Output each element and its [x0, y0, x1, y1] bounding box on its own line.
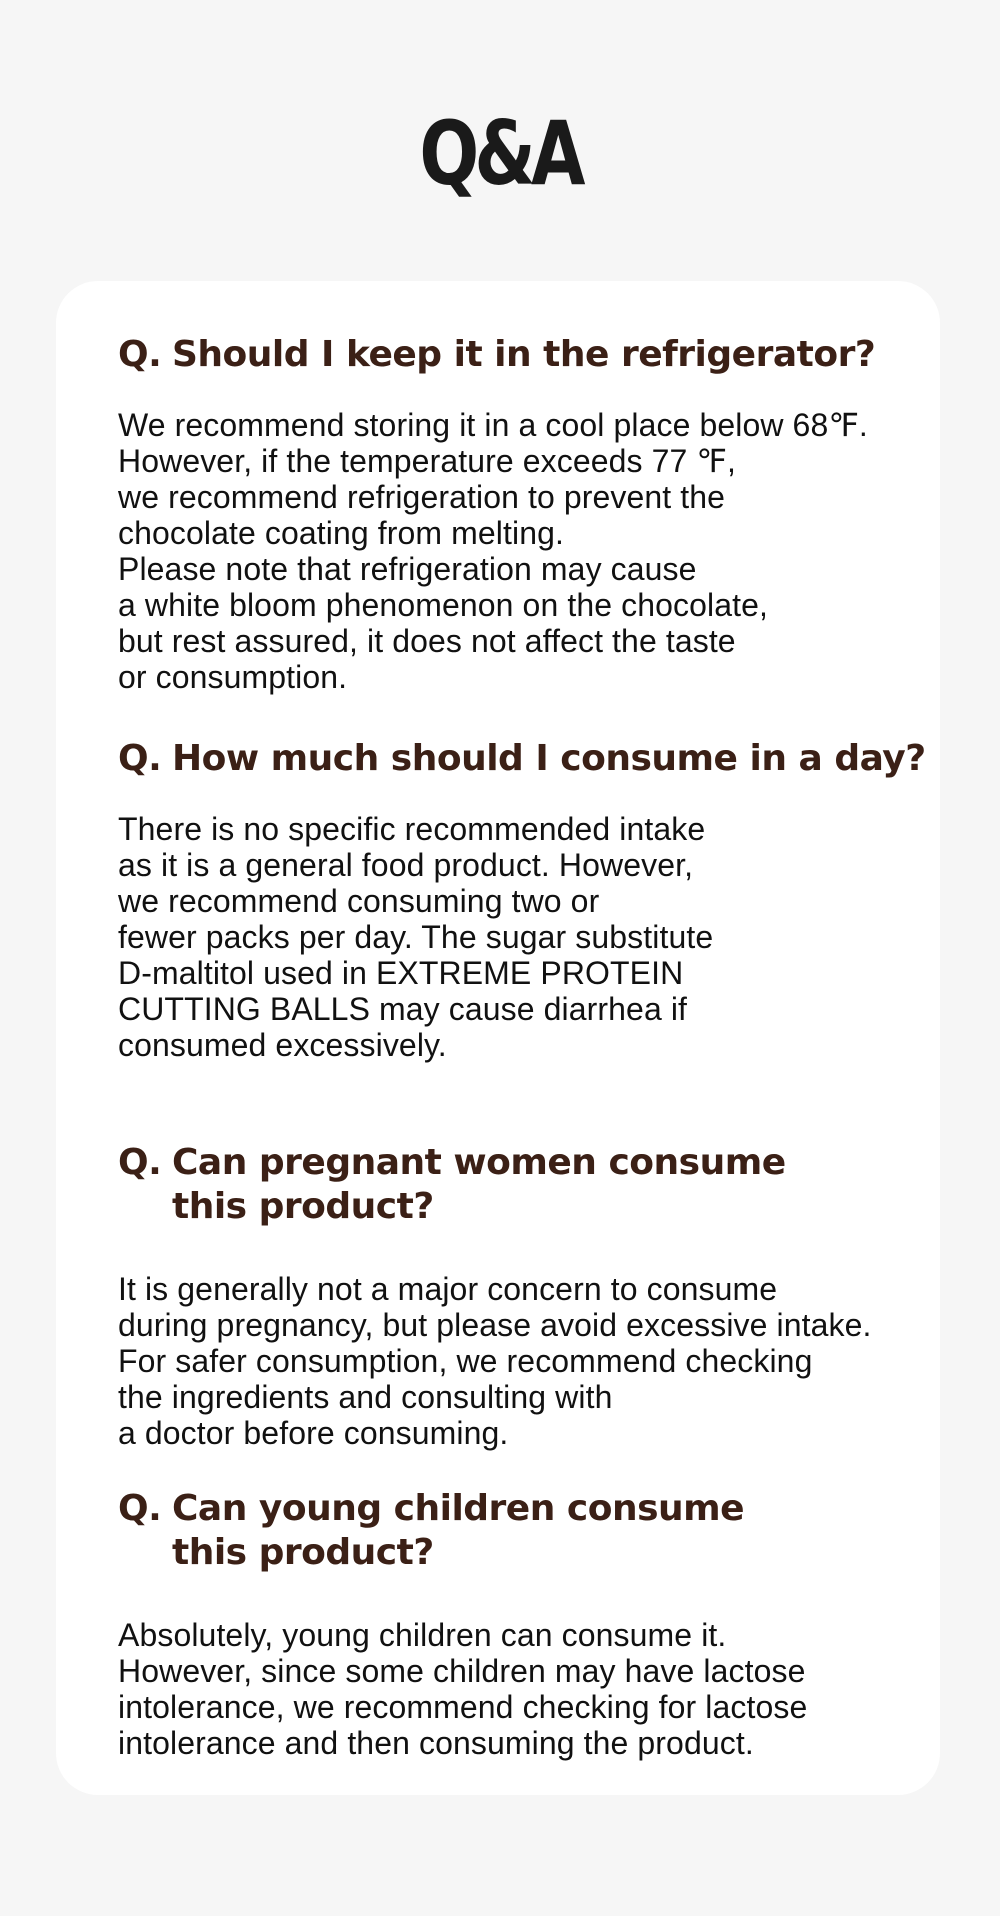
answer-line: as it is a general food product. However,: [118, 847, 694, 883]
answer-line: We recommend storing it in a cool place below 68℉.: [118, 407, 868, 443]
answer-line: but rest assured, it does not affect the taste: [118, 623, 736, 659]
answer-line: a white bloom phenomenon on the chocolate,: [118, 587, 768, 623]
question-prefix: Q.: [118, 1488, 162, 1529]
answer-line: Absolutely, young children can consume it.: [118, 1617, 727, 1653]
answer-line: However, since some children may have lactose: [118, 1653, 806, 1689]
page-title: Q&A: [419, 102, 581, 205]
faq-card: [56, 281, 940, 1795]
question-prefix: Q.: [118, 334, 162, 375]
answer-line: There is no specific recommended intake: [118, 811, 706, 847]
question-line: Should I keep it in the refrigerator?: [172, 334, 876, 375]
answer-line: we recommend consuming two or: [118, 883, 600, 919]
question-line: Can pregnant women consume: [172, 1142, 786, 1183]
answer-line: CUTTING BALLS may cause diarrhea if: [118, 991, 688, 1027]
answer-line: we recommend refrigeration to prevent the: [118, 479, 726, 515]
question-prefix: Q.: [118, 1142, 162, 1183]
answer-line: fewer packs per day. The sugar substitute: [118, 919, 714, 955]
answer-text: [118, 407, 918, 695]
faq-item-refrigeration: [118, 333, 918, 695]
answer-text: [118, 811, 918, 1063]
answer-line: a doctor before consuming.: [118, 1415, 509, 1451]
answer-line: consumed excessively.: [118, 1027, 447, 1063]
answer-line: intolerance and then consuming the product.: [118, 1725, 754, 1761]
answer-text: [118, 1617, 918, 1761]
question-line: How much should I consume in a day?: [172, 738, 926, 779]
question-prefix: Q.: [118, 738, 162, 779]
answer-line: D-maltitol used in EXTREME PROTEIN: [118, 955, 684, 991]
faq-item-children: [118, 1487, 918, 1761]
question-heading: [118, 737, 926, 781]
answer-line: during pregnancy, but please avoid excessive intake.: [118, 1307, 872, 1343]
question-heading: [118, 1487, 918, 1575]
question-heading: [118, 1141, 918, 1229]
answer-line: Please note that refrigeration may cause: [118, 551, 697, 587]
answer-line: chocolate coating from melting.: [118, 515, 564, 551]
question-line: this product?: [172, 1532, 434, 1573]
faq-item-pregnancy: [118, 1141, 918, 1451]
answer-text: [118, 1271, 918, 1451]
question-line: this product?: [172, 1186, 434, 1227]
answer-line: It is generally not a major concern to consume: [118, 1271, 778, 1307]
question-heading: [118, 333, 918, 377]
answer-line: intolerance, we recommend checking for lactose: [118, 1689, 808, 1725]
answer-line: However, if the temperature exceeds 77 ℉,: [118, 443, 736, 479]
answer-line: or consumption.: [118, 659, 348, 695]
faq-item-daily-intake: [118, 737, 926, 1063]
answer-line: For safer consumption, we recommend checking: [118, 1343, 813, 1379]
answer-line: the ingredients and consulting with: [118, 1379, 613, 1415]
question-line: Can young children consume: [172, 1488, 745, 1529]
